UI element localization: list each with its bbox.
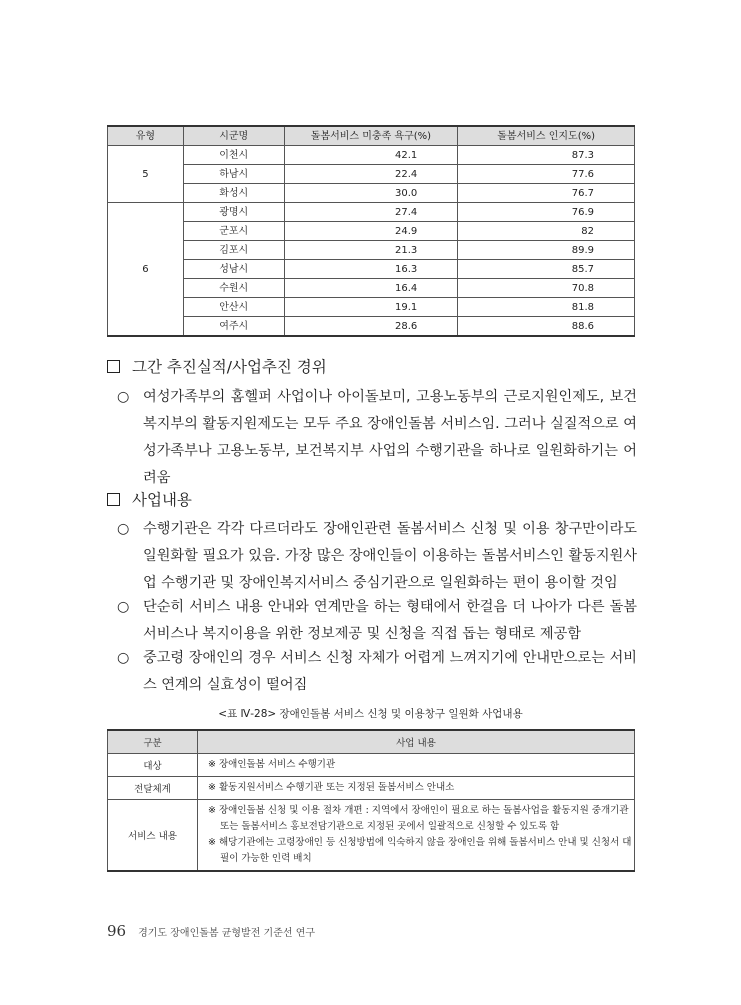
- paragraph-text: 여성가족부의 홈헬퍼 사업이나 아이돌보미, 고용노동부의 근로지원인제도, 보건복지부의 활동지원제도는 모두 주요 장애인돌봄 서비스임. 그러나 실질적으로 여성가족부나 고용노동부, 보건복지부 사업의 수행기관을 하나로 일원화하기는 어려움: [143, 389, 637, 486]
- paragraph: [117, 516, 637, 597]
- aware-cell: 82: [458, 222, 635, 241]
- section-title: 그간 추진실적/사업추진 경위: [132, 358, 327, 376]
- unmet-cell: 19.1: [284, 298, 458, 317]
- city-stats-table: [107, 125, 635, 337]
- type-cell: 6: [108, 203, 184, 337]
- row-content: [198, 754, 635, 777]
- paragraph-text: 수행기관은 각각 다르더라도 장애인관련 돌봄서비스 신청 및 이용 창구만이라도 일원화할 필요가 있음. 가장 많은 장애인들이 이용하는 돌봄서비스인 활동지원사업 수행기관 및 장애인복지서비스 중심기관으로 일원화하는 편이 용이할 것임: [143, 521, 637, 591]
- table-row: [108, 146, 635, 165]
- table-row: [108, 754, 635, 777]
- square-bullet-icon: [107, 493, 120, 506]
- table-row: [108, 241, 635, 260]
- city-cell: 수원시: [183, 279, 284, 298]
- paragraph: [117, 384, 637, 492]
- unmet-cell: 22.4: [284, 165, 458, 184]
- row-content: [198, 800, 635, 872]
- section-title: 사업내용: [132, 491, 192, 509]
- aware-cell: 85.7: [458, 260, 635, 279]
- city-cell: 군포시: [183, 222, 284, 241]
- paragraph-text: 단순히 서비스 내용 안내와 연계만을 하는 형태에서 한걸음 더 나아가 다른 돌봄서비스나 복지이용을 위한 정보제공 및 신청을 직접 돕는 형태로 제공함: [143, 599, 637, 642]
- list-item: ※ 장애인돌봄 신청 및 이용 절차 개편 : 지역에서 장애인이 필요로 하는 돌봄사업을 활동지원 중개기관 또는 돌봄서비스 홍보전담기관으로 지정된 곳에서 일괄적으로 신청할 수 있도록 함: [208, 805, 629, 832]
- circle-bullet-icon: ○: [117, 521, 130, 537]
- header-content: 사업 내용: [198, 730, 635, 754]
- city-cell: 성남시: [183, 260, 284, 279]
- table-row: [108, 184, 635, 203]
- aware-cell: 87.3: [458, 146, 635, 165]
- row-label: 서비스 내용: [108, 800, 198, 872]
- city-cell: 광명시: [183, 203, 284, 222]
- list-item: ※ 장애인돌봄 서비스 수행기관: [208, 759, 336, 770]
- row-label: 대상: [108, 754, 198, 777]
- row-label: 전달체계: [108, 777, 198, 800]
- table-row: [108, 222, 635, 241]
- city-cell: 김포시: [183, 241, 284, 260]
- row-content: [198, 777, 635, 800]
- paragraph-text: 중고령 장애인의 경우 서비스 신청 자체가 어렵게 느껴지기에 안내만으로는 서비스 연계의 실효성이 떨어짐: [143, 650, 637, 693]
- table-row: [108, 317, 635, 337]
- header-aware: 돌봄서비스 인지도(%): [458, 126, 635, 146]
- aware-cell: 89.9: [458, 241, 635, 260]
- list-item: ※ 해당기관에는 고령장애인 등 신청방법에 익숙하지 않을 장애인을 위해 돌봄서비스 안내 및 신청서 대필이 가능한 인력 배치: [208, 837, 632, 864]
- table-row: [108, 203, 635, 222]
- aware-cell: 81.8: [458, 298, 635, 317]
- page-number: 96: [107, 922, 127, 940]
- unmet-cell: 21.3: [284, 241, 458, 260]
- aware-cell: 88.6: [458, 317, 635, 337]
- section-heading-history: [107, 355, 327, 377]
- unmet-cell: 42.1: [284, 146, 458, 165]
- table-row: [108, 165, 635, 184]
- list-item: ※ 활동지원서비스 수행기관 또는 지정된 돌봄서비스 안내소: [208, 782, 455, 793]
- unmet-cell: 28.6: [284, 317, 458, 337]
- type-cell: 5: [108, 146, 184, 203]
- city-cell: 안산시: [183, 298, 284, 317]
- header-unmet: 돌봄서비스 미충족 욕구(%): [284, 126, 458, 146]
- paragraph: [117, 594, 637, 648]
- aware-cell: 70.8: [458, 279, 635, 298]
- header-category: 구분: [108, 730, 198, 754]
- table-row: [108, 279, 635, 298]
- table-caption: <표 Ⅳ-28> 장애인돌봄 서비스 신청 및 이용창구 일원화 사업내용: [218, 708, 523, 720]
- city-cell: 여주시: [183, 317, 284, 337]
- city-cell: 하남시: [183, 165, 284, 184]
- table-row: [108, 777, 635, 800]
- circle-bullet-icon: ○: [117, 389, 130, 405]
- aware-cell: 76.9: [458, 203, 635, 222]
- unmet-cell: 16.4: [284, 279, 458, 298]
- aware-cell: 77.6: [458, 165, 635, 184]
- square-bullet-icon: [107, 360, 120, 373]
- table-row: [108, 260, 635, 279]
- table-row: [108, 298, 635, 317]
- circle-bullet-icon: ○: [117, 599, 130, 615]
- page-footer: [107, 922, 315, 940]
- unmet-cell: 16.3: [284, 260, 458, 279]
- header-type: 유형: [108, 126, 184, 146]
- city-cell: 이천시: [183, 146, 284, 165]
- circle-bullet-icon: ○: [117, 650, 130, 666]
- unmet-cell: 30.0: [284, 184, 458, 203]
- paragraph: [117, 645, 637, 699]
- unmet-cell: 24.9: [284, 222, 458, 241]
- footer-title: 경기도 장애인돌봄 균형발전 기준선 연구: [138, 928, 316, 939]
- table-row: [108, 800, 635, 872]
- header-city: 시군명: [183, 126, 284, 146]
- service-table: [107, 729, 635, 872]
- unmet-cell: 27.4: [284, 203, 458, 222]
- aware-cell: 76.7: [458, 184, 635, 203]
- section-heading-content: [107, 488, 192, 510]
- city-cell: 화성시: [183, 184, 284, 203]
